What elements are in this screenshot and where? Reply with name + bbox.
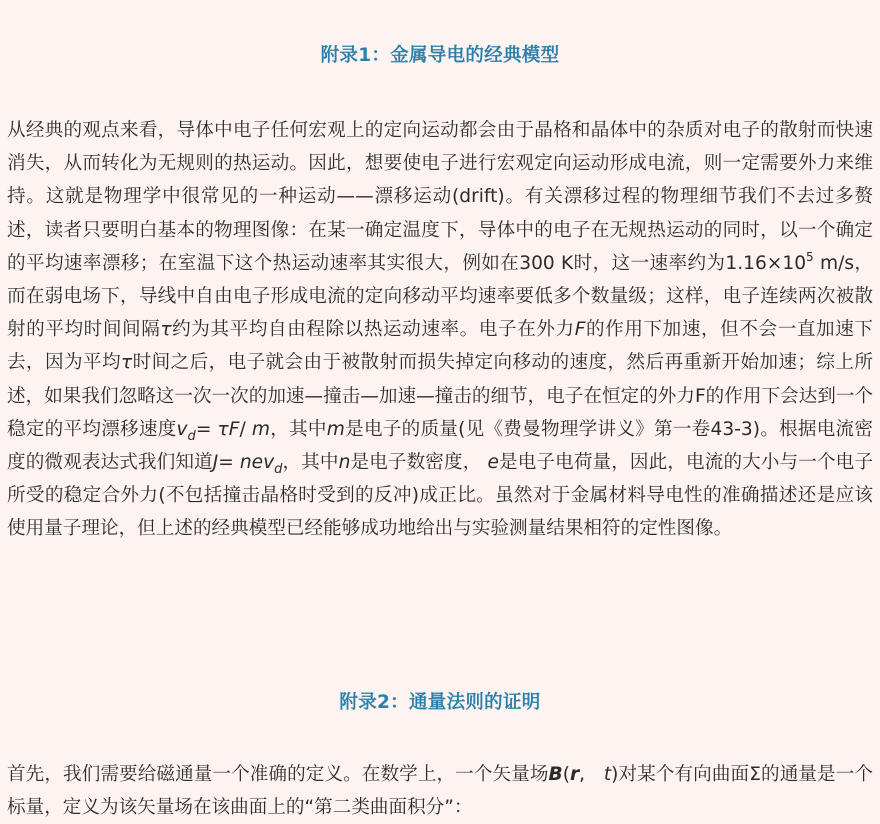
math-time-t: t	[603, 764, 612, 785]
math-mass: m	[326, 418, 345, 440]
math-subscript: d	[274, 462, 283, 478]
math-subscript: d	[187, 428, 196, 444]
math-field-B: B	[548, 764, 563, 785]
appendix2-paragraph	[7, 758, 873, 824]
text-run: =	[218, 452, 240, 474]
text-run: 是电子的质量(见《费曼物理学讲义》第一卷43-3)。根据电流密度的微观表达式我们知道	[7, 418, 873, 474]
appendix2-heading: 附录2：通量法则的证明	[339, 692, 541, 713]
text-run: (	[562, 764, 570, 785]
math-tau: τ	[120, 352, 133, 374]
text-run: 从经典的观点来看，导体中电子任何宏观上的定向运动都会由于晶格和晶体中的杂质对电子的散射而快速消失，从而转化为无规则的热运动。因此，想要使电子进行宏观定向运动形成电流，则一定需要外力来维持。这就是物理学中很常见的一种运动——漂移运动(drift)。有关漂移过程的物理细节我们不去过多赘述，读者只要明白基本的物理图像：在某一确定温度下，导体中的电子在无规热运动的同时，以一个确定的平均速率漂移；在室温下这个热运动速率其实很大，例如在300 K时，这一速率约为1.16×10	[7, 120, 873, 274]
text-run: )对某个有向曲面Σ的通量是一个标量，定义为该矢量场在该曲面上的“第二类曲面积分”：	[7, 764, 873, 819]
math-tau-force: τF	[217, 418, 240, 440]
text-run: ，其中	[282, 452, 339, 474]
text-run: /	[239, 418, 252, 440]
exponent: 5	[806, 249, 814, 264]
appendix1-paragraph	[7, 114, 873, 546]
math-tau: τ	[160, 319, 172, 341]
math-velocity: v	[176, 418, 188, 440]
text-run: m/s，而在弱电场下，导线中自由电子形成电流的定向移动平均速率要低多个数量级；这样，电子连续两次被散射的平均时间间隔	[7, 252, 873, 341]
math-position-r: r	[570, 764, 580, 785]
math-nev: nev	[239, 452, 275, 474]
math-mass: m	[251, 418, 270, 440]
text-run: 的作用下加速，但不会一直加速下去，因为平均	[7, 319, 873, 374]
math-number-density: n	[338, 452, 351, 474]
text-run: 是电子电荷量，因此，电流的大小与一个电子所受的稳定合外力(不包括撞击晶格时受到的反冲)成正比。虽然对于金属材料导电性的准确描述还是应该使用量子理论，但上述的经典模型已经能够成功地给出与实验测量结果相符的定性图像。	[7, 452, 873, 540]
text-run: =	[195, 418, 218, 440]
appendix1-heading: 附录1：金属导电的经典模型	[320, 45, 560, 66]
text-run: ，其中	[269, 418, 327, 440]
text-run: 约为其平均自由程除以热运动速率。电子在外力	[171, 319, 575, 341]
math-current-density: J	[212, 452, 219, 474]
text-run: ,	[579, 764, 604, 785]
text-run: 时间之后，电子就会由于被散射而损失掉定向移动的速度，然后再重新开始加速；综上所述，如果我们忽略这一次一次的加速—撞击—加速—撞击的细节，电子在恒定的外力F的作用下会达到一个稳定的平均漂移速度	[7, 352, 874, 440]
text-run: 首先，我们需要给磁通量一个准确的定义。在数学上，一个矢量场	[7, 764, 549, 785]
math-force: F	[574, 319, 586, 341]
text-run: 是电子数密度，	[350, 452, 488, 474]
math-charge: e	[487, 452, 499, 474]
